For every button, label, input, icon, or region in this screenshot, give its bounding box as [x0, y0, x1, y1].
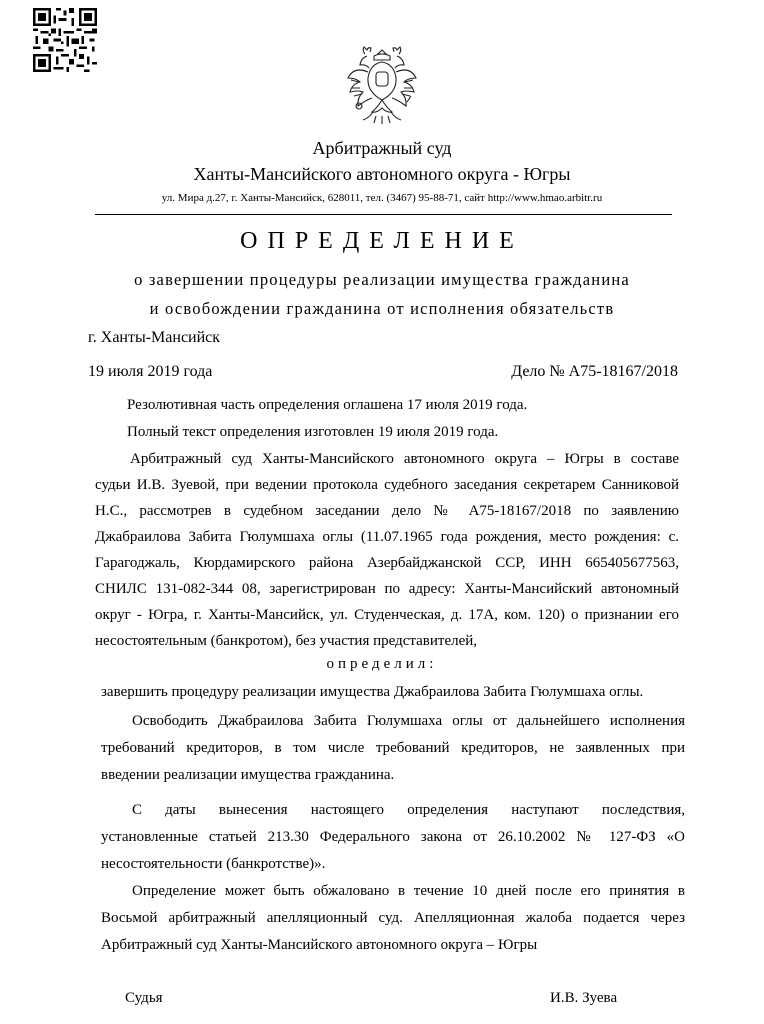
resolution-line: введении реализации имущества гражданина. [101, 767, 395, 783]
document-subtitle-line: и освобождении гражданина от исполнения обязательств [149, 299, 615, 318]
paragraph-line: Н.С., рассмотрев в судебном заседании дело № А75-18167/2018 по заявлению [95, 503, 679, 519]
court-name: Арбитражный суд [312, 138, 452, 158]
paragraph-line: Гарагоджаль, Кюрдамирского района Азербайджанской ССР, ИНН 665405677563, [95, 555, 679, 571]
resolution-line: завершить процедуру реализации имущества Джабраилова Забита Гюлумшаха оглы. [101, 684, 644, 700]
paragraph-line: СНИЛС 131-082-344 08, зарегистрирован по адресу: Ханты-Мансийский автономный [95, 581, 679, 597]
note-line: Полный текст определения изготовлен 19 июля 2019 года. [127, 424, 499, 440]
resolution-line: установленные статьей 213.30 Федерального закона от 26.10.2002 № 127-ФЗ «О [101, 829, 685, 845]
paragraph-line: несостоятельным (банкротом), без участия представителей, [95, 633, 478, 649]
document-subtitle-line: о завершении процедуры реализации имущества гражданина [134, 270, 630, 289]
paragraph-line: Джабраилова Забита Гюлумшаха оглы (11.07.1965 года рождения, место рождения: с. [95, 529, 679, 545]
determined-heading: определил: [326, 656, 438, 672]
paragraph-line: судьи И.В. Зуевой, при ведении протокола судебного заседания секретарем Санниковой [95, 477, 679, 493]
case-number: Дело № А75-18167/2018 [511, 363, 678, 380]
resolution-line: С даты вынесения настоящего определения наступают последствия, [132, 802, 685, 818]
note-line: Резолютивная часть определения оглашена 17 июля 2019 года. [127, 397, 528, 413]
coat-of-arms-emblem [343, 44, 421, 126]
qr-code [33, 8, 97, 72]
document-title: ОПРЕДЕЛЕНИЕ [240, 228, 524, 254]
court-address: ул. Мира д.27, г. Ханты-Мансийск, 628011, тел. (3467) 95-88-71, сайт http://www.hmao.arbitr.ru [161, 192, 603, 204]
court-region: Ханты-Мансийского автономного округа - Югры [193, 164, 571, 184]
signature-name: И.В. Зуева [550, 990, 618, 1006]
signature-role: Судья [125, 990, 163, 1006]
resolution-line: несостоятельности (банкротстве)». [101, 856, 326, 872]
city: г. Ханты-Мансийск [88, 329, 221, 346]
header-divider [95, 214, 672, 215]
resolution-line: Освободить Джабраилова Забита Гюлумшаха оглы от дальнейшего исполнения [132, 713, 685, 729]
resolution-line: требований кредиторов, в том числе требований кредиторов, не заявленных при [101, 740, 685, 756]
document-date: 19 июля 2019 года [88, 363, 213, 380]
resolution-line: Определение может быть обжаловано в течение 10 дней после его принятия в [132, 883, 685, 899]
paragraph-line: округ - Югра, г. Ханты-Мансийск, ул. Студенческая, д. 17А, ком. 120) о признании его [95, 607, 679, 623]
paragraph-line: Арбитражный суд Ханты-Мансийского автономного округа – Югры в составе [130, 451, 679, 467]
resolution-line: Восьмой арбитражный апелляционный суд. Апелляционная жалоба подается через [101, 910, 685, 926]
resolution-line: Арбитражный суд Ханты-Мансийского автономного округа – Югры [101, 937, 538, 953]
